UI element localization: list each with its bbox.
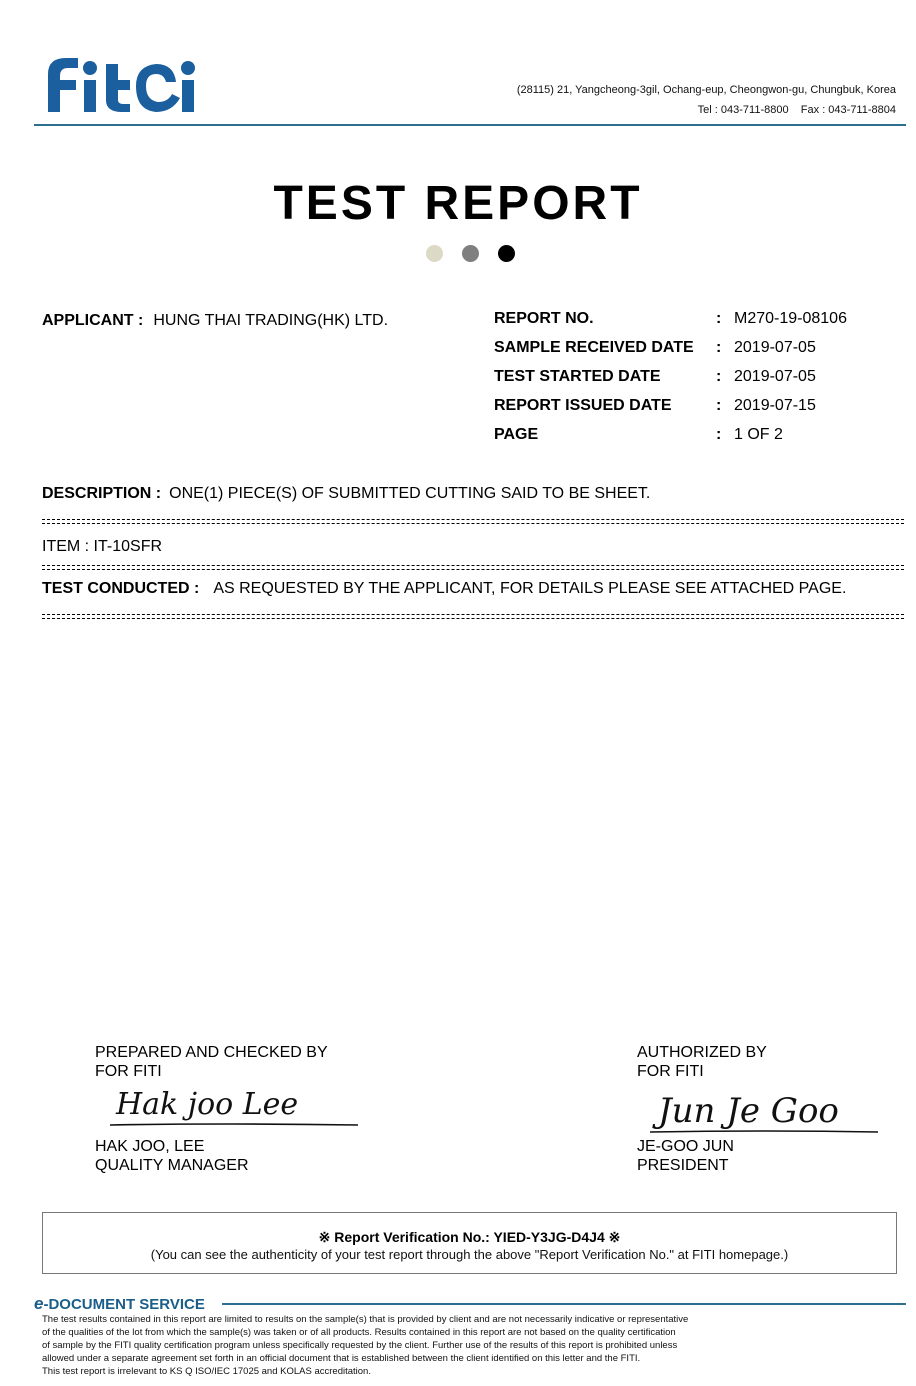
verification-note: (You can see the authenticity of your test report through the above "Report Verification No." at FITI homepage.) [150,1247,789,1262]
disclaimer-line: allowed under a separate agreement set forth in an official document that is established between the client identified on this letter and the FITI. [42,1353,641,1364]
prepared-signer [95,1137,249,1175]
meta-colon: : [716,339,722,356]
test-conducted-value: AS REQUESTED BY THE APPLICANT, FOR DETAILS PLEASE SEE ATTACHED PAGE. [213,580,847,597]
item-line: ITEM : IT-10SFR [42,538,163,555]
edoc-text: -DOCUMENT SERVICE [43,1296,205,1313]
test-conducted-label: TEST CONDUCTED : [42,580,200,597]
prepared-by-label: PREPARED AND CHECKED BY [95,1044,328,1061]
description-value: ONE(1) PIECE(S) OF SUBMITTED CUTTING SAID TO BE SHEET. [169,485,651,502]
prepared-signature-text: Hak joo Lee [116,1087,299,1122]
meta-colon: : [716,397,722,414]
meta-colon: : [716,426,722,443]
meta-label: REPORT ISSUED DATE [494,397,672,414]
verification-box [42,1212,897,1274]
applicant-label: APPLICANT : [42,312,144,329]
description [42,485,650,503]
double-dash-divider [42,563,904,573]
disclaimer-line: of sample by the FITI quality certification program unless specifically requested by the client. Further use of the results of this report is prohibited unless [42,1340,678,1351]
prepared-for-label: FOR FITI [95,1063,162,1080]
report-meta-table [494,310,847,455]
dot-gray [462,245,479,262]
meta-value: 2019-07-05 [734,368,816,385]
title-dots [426,245,526,263]
prepared-name: HAK JOO, LEE [95,1138,205,1155]
disclaimer [42,1313,762,1378]
company-phone-fax: Tel : 043-711-8800 Fax : 043-711-8804 [697,104,896,116]
double-dash-divider [42,612,904,622]
meta-label: SAMPLE RECEIVED DATE [494,339,694,356]
meta-label: REPORT NO. [494,310,594,327]
authorized-role: PRESIDENT [637,1157,729,1174]
disclaimer-line: of the qualities of the lot from which the sample(s) was taken or of all products. Results contained in this report are not based on the quality certification [42,1327,676,1338]
meta-row [494,426,847,455]
authorized-signer [637,1137,734,1175]
applicant-value: HUNG THAI TRADING(HK) LTD. [153,312,389,329]
authorized-signature-text: Jun Je Goo [658,1091,839,1131]
header-divider [34,124,906,126]
dot-black [498,245,515,262]
edoc-e: e [34,1294,44,1313]
meta-value: 2019-07-15 [734,397,816,414]
authorized-by-heading [637,1043,767,1081]
meta-colon: : [716,368,722,385]
authorized-name: JE-GOO JUN [637,1138,734,1155]
meta-row [494,310,847,339]
meta-row [494,339,847,368]
authorized-signature [650,1078,880,1136]
disclaimer-line: The test results contained in this report are limited to results on the sample(s) that is provided by client and are not necessarily indicative or representative [42,1314,689,1325]
meta-value: M270-19-08106 [734,310,847,327]
double-dash-divider [42,517,904,527]
meta-label: PAGE [494,426,539,443]
company-address: (28115) 21, Yangcheong-3gil, Ochang-eup, Cheongwon-gu, Chungbuk, Korea [516,84,896,96]
meta-colon: : [716,310,722,327]
prepared-by-heading [95,1043,328,1081]
footer-divider [222,1303,906,1305]
test-conducted [42,580,846,598]
edocument-service-heading [34,1294,205,1314]
disclaimer-line: This test report is irrelevant to KS Q ISO/IEC 17025 and KOLAS accreditation. [42,1366,371,1377]
meta-label: TEST STARTED DATE [494,368,661,385]
authorized-for-label: FOR FITI [637,1063,704,1080]
prepared-role: QUALITY MANAGER [95,1157,249,1174]
meta-value: 1 OF 2 [734,426,783,443]
company-address-block [517,80,896,120]
report-title: TEST REPORT [273,177,643,230]
description-label: DESCRIPTION : [42,485,162,502]
dot-light [426,245,443,262]
verification-number: ※ Report Verification No.: YIED-Y3JG-D4J4 ※ [318,1229,621,1245]
meta-row [494,368,847,397]
meta-row [494,397,847,426]
applicant [42,312,388,330]
prepared-signature [110,1080,360,1130]
meta-value: 2019-07-05 [734,339,816,356]
authorized-by-label: AUTHORIZED BY [637,1044,767,1061]
fiti-logo [42,50,202,120]
